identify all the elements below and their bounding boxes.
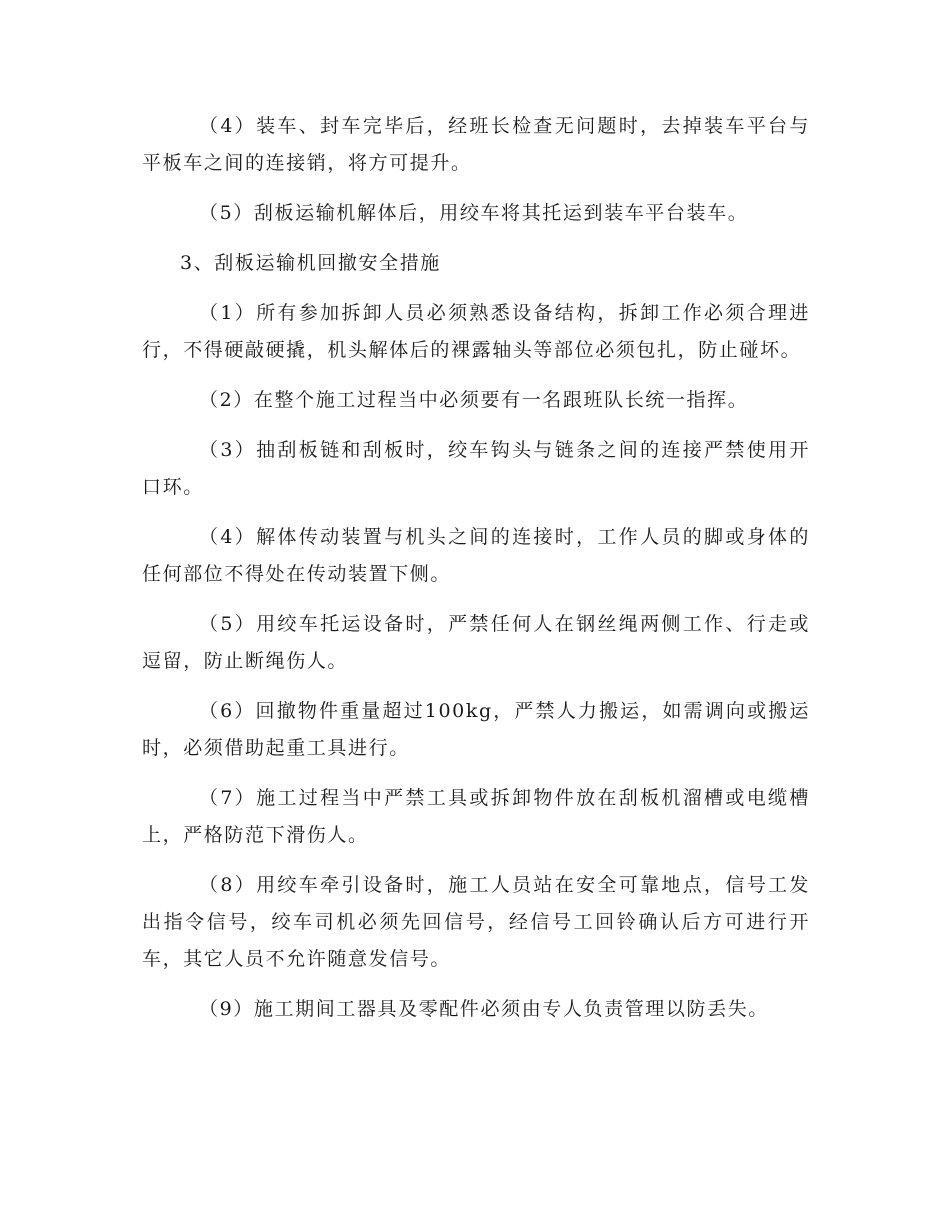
section-heading-3: 3、刮板运输机回撤安全措施: [180, 252, 441, 274]
paragraph-item-4-loading: （4）装车、封车完毕后，经班长检查无问题时，去掉装车平台与平板车之间的连接销，将方可提升。: [142, 115, 810, 174]
paragraph-item-9-custody: （9）施工期间工器具及零配件必须由专人负责管理以防丢失。: [199, 998, 769, 1020]
paragraph-item-5-dismantle: （5）刮板运输机解体后，用绞车将其托运到装车平台装车。: [199, 202, 749, 224]
paragraph-item-8-signal: （8）用绞车牵引设备时，施工人员站在安全可靠地点，信号工发出指令信号，绞车司机必须先回信号，经信号工回铃确认后方可进行开车，其它人员不允许随意发信号。: [142, 874, 810, 970]
document-page: [142, 108, 810, 1041]
paragraph-item-1-structure: （1）所有参加拆卸人员必须熟悉设备结构，拆卸工作必须合理进行，不得硬敲硬撬，机头解体后的裸露轴头等部位必须包扎，防止碰坏。: [142, 302, 810, 361]
paragraph-item-2-command: （2）在整个施工过程当中必须要有一名跟班队长统一指挥。: [199, 389, 749, 411]
paragraph-item-3-chain: （3）抽刮板链和刮板时，绞车钩头与链条之间的连接严禁使用开口环。: [142, 439, 810, 498]
paragraph-item-4-drive: （4）解体传动装置与机头之间的连接时，工作人员的脚或身体的任何部位不得处在传动装置下侧。: [142, 526, 810, 585]
paragraph-item-7-tools: （7）施工过程当中严禁工具或拆卸物件放在刮板机溜槽或电缆槽上，严格防范下滑伤人。: [142, 787, 810, 846]
paragraph-item-6-weight: （6）回撤物件重量超过100kg，严禁人力搬运，如需调向或搬运时，必须借助起重工具进行。: [142, 700, 810, 759]
paragraph-item-5-winch: （5）用绞车托运设备时，严禁任何人在钢丝绳两侧工作、行走或逗留，防止断绳伤人。: [142, 613, 810, 672]
